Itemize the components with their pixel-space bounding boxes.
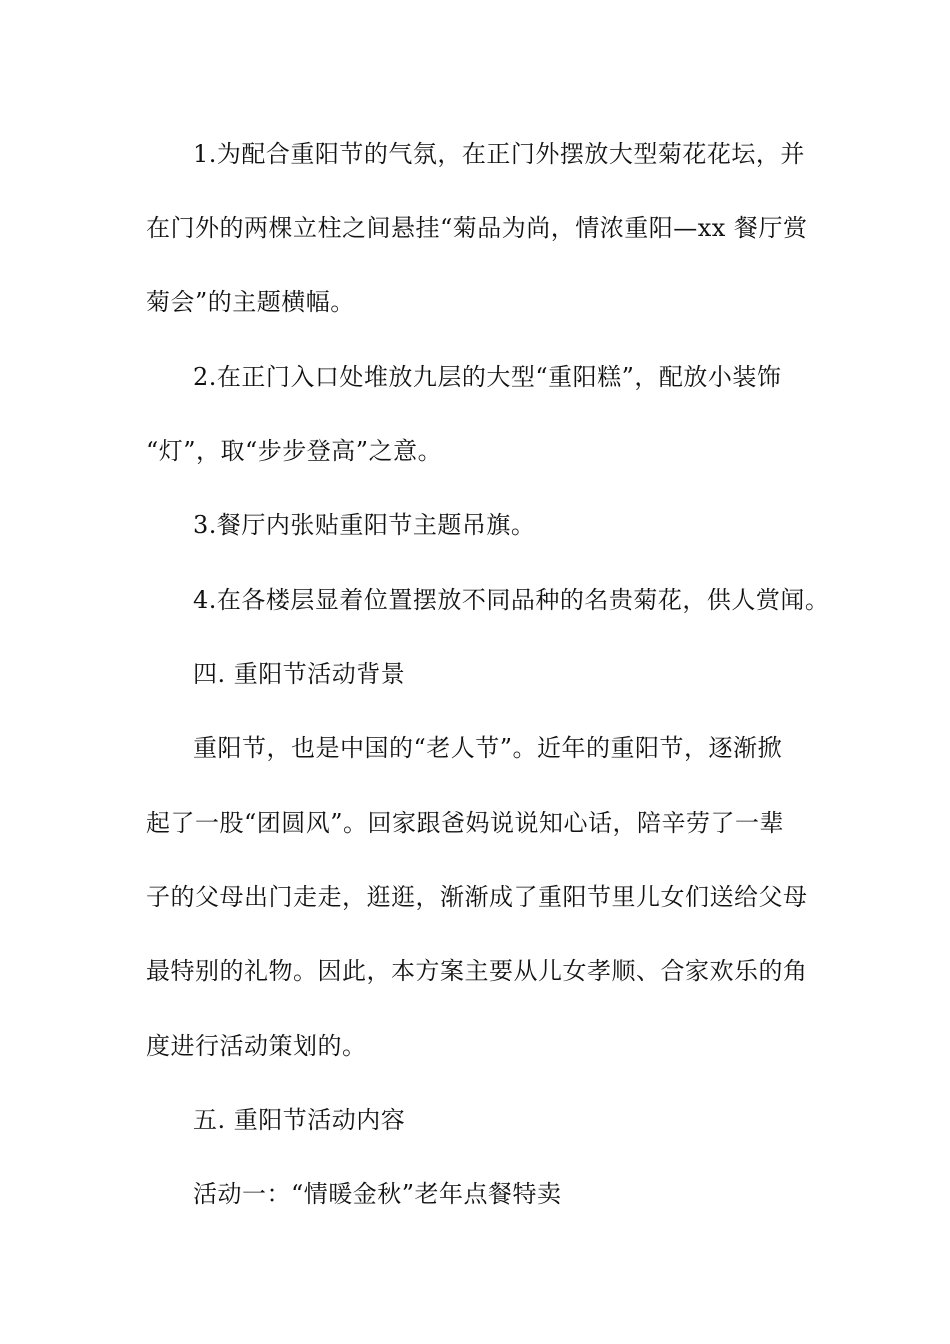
paragraph-line: 2.在正门入口处堆放九层的大型“重阳糕”，配放小装饰 (193, 363, 782, 391)
section-heading: 四. 重阳节活动背景 (193, 660, 406, 688)
paragraph-line: “灯”，取“步步登高”之意。 (146, 437, 443, 465)
paragraph-line: 4.在各楼层显着位置摆放不同品种的名贵菊花，供人赏闻。 (193, 586, 830, 614)
subheading: 活动一：“情暖金秋”老年点餐特卖 (193, 1180, 562, 1208)
paragraph-line: 3.餐厅内张贴重阳节主题吊旗。 (193, 511, 536, 539)
paragraph-line: 在门外的两棵立柱之间悬挂“菊品为尚，情浓重阳—xx 餐厅赏 (146, 214, 808, 242)
paragraph-line: 菊会”的主题横幅。 (146, 288, 355, 316)
paragraph-line: 度进行活动策划的。 (146, 1032, 367, 1060)
paragraph-line: 1.为配合重阳节的气氛，在正门外摆放大型菊花花坛，并 (193, 140, 805, 168)
paragraph-line: 最特别的礼物。因此，本方案主要从儿女孝顺、合家欢乐的角 (146, 957, 808, 985)
paragraph-line: 重阳节，也是中国的“老人节”。近年的重阳节，逐渐掀 (193, 734, 783, 762)
paragraph-line: 起了一股“团圆风”。回家跟爸妈说说知心话，陪辛劳了一辈 (146, 809, 785, 837)
paragraph-line: 子的父母出门走走，逛逛，渐渐成了重阳节里儿女们送给父母 (146, 883, 808, 911)
section-heading: 五. 重阳节活动内容 (193, 1106, 406, 1134)
